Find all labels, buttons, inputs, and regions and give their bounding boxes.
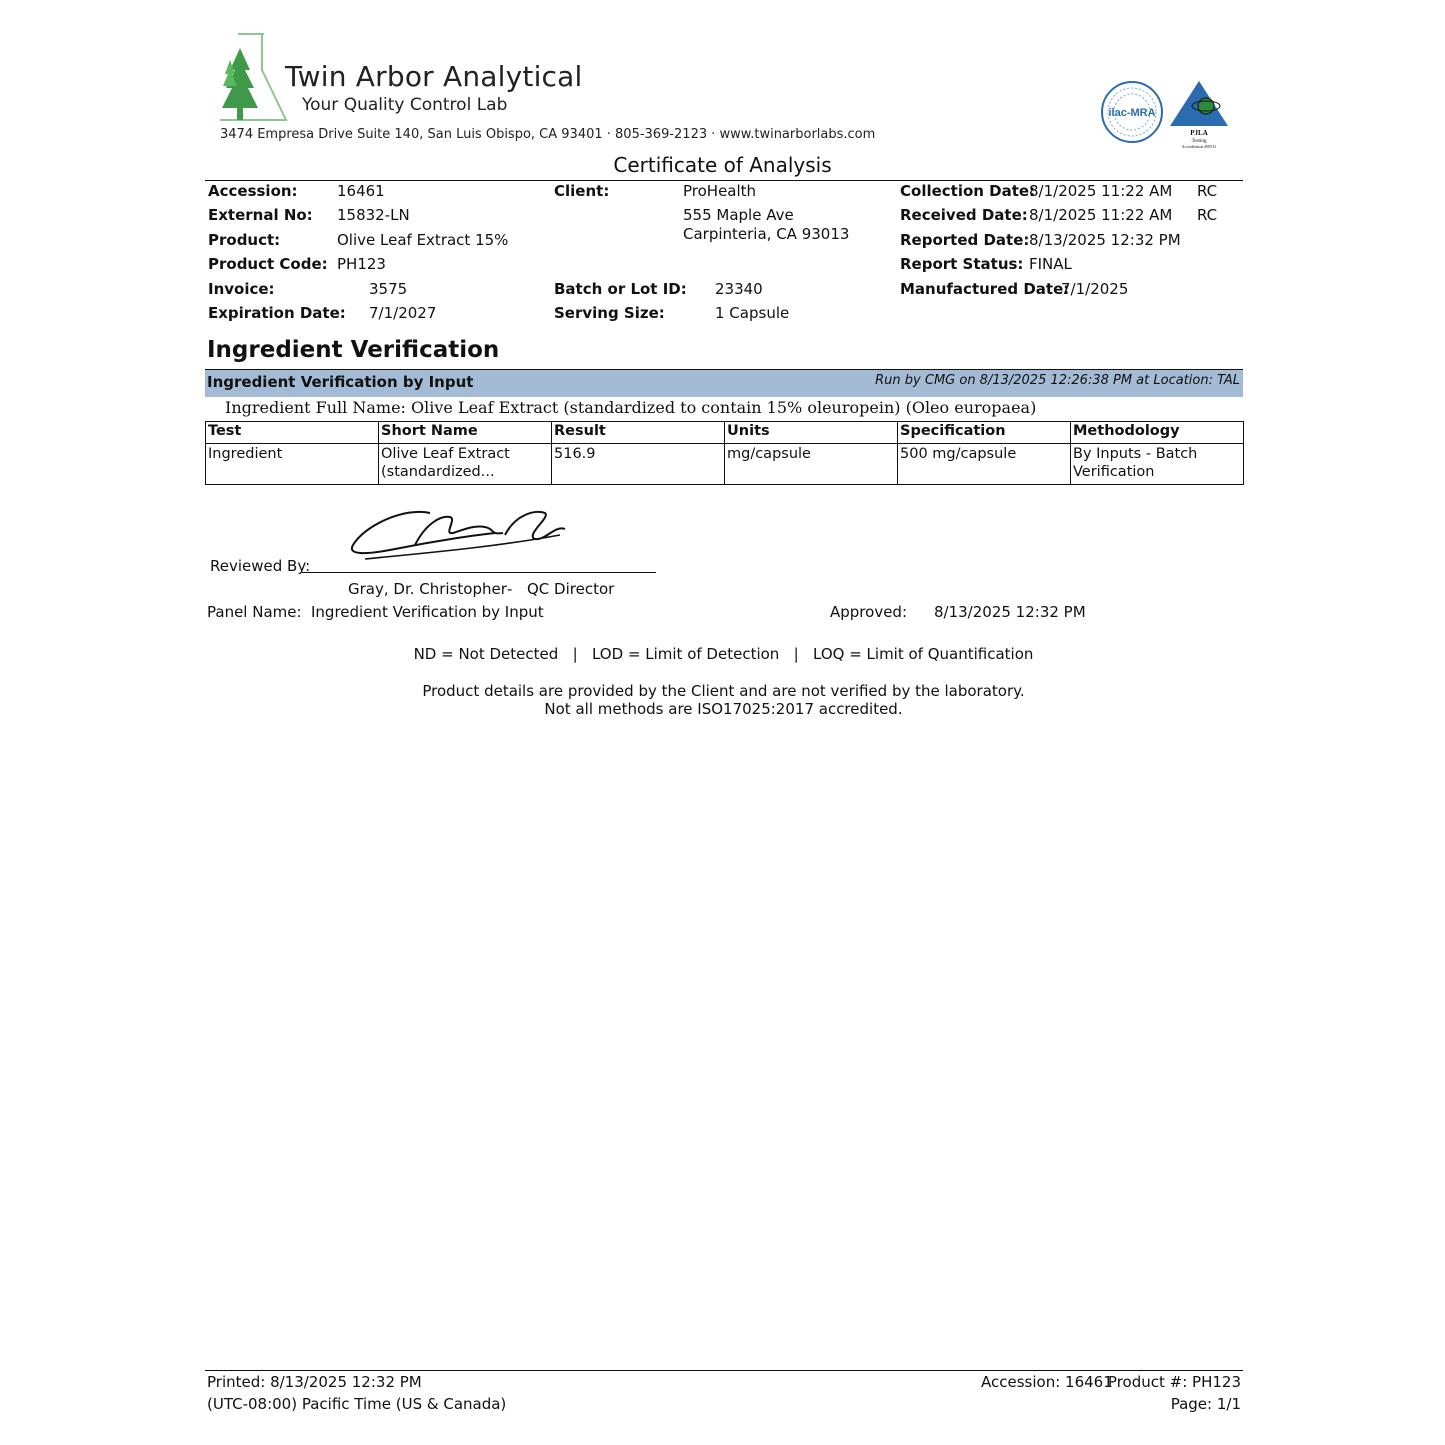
client-address-1: 555 Maple Ave: [683, 206, 794, 224]
received-initials: RC: [1197, 206, 1218, 224]
legend-nd: ND = Not Detected: [413, 645, 559, 663]
product-code-value: PH123: [337, 255, 386, 273]
cell-test: Ingredient: [206, 444, 379, 485]
footer-product-number: Product #: PH123: [1107, 1373, 1241, 1391]
table-row: [206, 444, 1244, 485]
cell-short-name: [379, 444, 552, 485]
lab-tagline: Your Quality Control Lab: [302, 95, 508, 115]
col-header-test: Test: [206, 422, 379, 444]
panel-name: Ingredient Verification by Input: [311, 603, 544, 621]
batch-value: 23340: [715, 280, 763, 298]
methodology-line-1: By Inputs - Batch: [1073, 446, 1198, 462]
expiration-value: 7/1/2027: [369, 304, 437, 322]
reported-value: 8/13/2025 12:32 PM: [1029, 231, 1181, 249]
invoice-value: 3575: [369, 280, 408, 298]
ilac-mra-badge: [1100, 80, 1164, 144]
svg-text:PJLA: PJLA: [1190, 129, 1208, 137]
svg-text:ilac-MRA: ilac-MRA: [1108, 107, 1156, 119]
collection-initials: RC: [1197, 182, 1218, 200]
signature-line: [302, 572, 656, 573]
collection-value: 8/1/2025 11:22 AM: [1029, 182, 1173, 200]
svg-text:Accreditation #99531: Accreditation #99531: [1181, 144, 1217, 149]
table-header-row: [206, 422, 1244, 444]
section-band: [205, 369, 1243, 397]
col-header-units: Units: [725, 422, 898, 444]
footer-timezone: (UTC-08:00) Pacific Time (US & Canada): [207, 1395, 507, 1413]
product-code-label: Product Code:: [208, 255, 328, 273]
ingredient-full-name: Ingredient Full Name: Olive Leaf Extract (standardized to contain 15% oleuropein) (Oleo europaea): [225, 398, 1037, 417]
legend-lod: LOD = Limit of Detection: [591, 645, 780, 663]
footer-printed: Printed: 8/13/2025 12:32 PM: [207, 1373, 422, 1391]
footer-accession: Accession: 16461: [981, 1373, 1113, 1391]
status-label: Report Status:: [900, 255, 1024, 273]
disclaimer-line-2: Not all methods are ISO17025:2017 accredited.: [544, 700, 903, 718]
signature-image: [345, 505, 575, 567]
approved-label: Approved:: [830, 603, 907, 621]
reported-label: Reported Date:: [900, 231, 1030, 249]
expiration-label: Expiration Date:: [208, 304, 346, 322]
invoice-label: Invoice:: [208, 280, 275, 298]
short-name-line-1: Olive Leaf Extract: [381, 446, 510, 462]
pjla-badge: [1166, 78, 1232, 152]
accession-value: 16461: [337, 182, 385, 200]
external-label: External No:: [208, 206, 313, 224]
reviewer-name: Gray, Dr. Christopher: [348, 580, 507, 598]
approved-value: 8/13/2025 12:32 PM: [934, 603, 1086, 621]
svg-text:Testing: Testing: [1191, 139, 1207, 144]
methodology-line-2: Verification: [1073, 464, 1155, 480]
cell-units: mg/capsule: [725, 444, 898, 485]
batch-label: Batch or Lot ID:: [554, 280, 687, 298]
pjla-triangle-icon: [1166, 78, 1232, 152]
band-run-info: Run by CMG on 8/13/2025 12:26:38 PM at Location: TAL: [875, 373, 1240, 388]
reviewed-by-label: Reviewed By:: [210, 557, 311, 575]
flask-tree-icon: [218, 30, 288, 125]
ilac-mra-icon: [1100, 80, 1164, 144]
accession-label: Accession:: [208, 182, 298, 200]
reviewer-separator: -: [507, 580, 513, 598]
client-address-2: Carpinteria, CA 93013: [683, 225, 850, 243]
external-value: 15832-LN: [337, 206, 410, 224]
product-label: Product:: [208, 231, 281, 249]
cell-specification: 500 mg/capsule: [898, 444, 1071, 485]
received-value: 8/1/2025 11:22 AM: [1029, 206, 1173, 224]
lab-address: 3474 Empresa Drive Suite 140, San Luis Obispo, CA 93401 · 805-369-2123 · www.twinarborlabs.com: [220, 127, 876, 142]
short-name-line-2: (standardized...: [381, 464, 495, 480]
col-header-specification: Specification: [898, 422, 1071, 444]
client-name: ProHealth: [683, 182, 757, 200]
panel-label: Panel Name:: [207, 603, 302, 621]
results-table: [205, 421, 1244, 485]
band-title: Ingredient Verification by Input: [207, 373, 474, 391]
footer-page: Page: 1/1: [1170, 1395, 1241, 1413]
serving-label: Serving Size:: [554, 304, 665, 322]
legend-separator-2: |: [793, 645, 799, 663]
legend-separator-1: |: [572, 645, 578, 663]
col-header-result: Result: [552, 422, 725, 444]
product-value: Olive Leaf Extract 15%: [337, 231, 509, 249]
client-label: Client:: [554, 182, 610, 200]
cell-result: 516.9: [552, 444, 725, 485]
legend-loq: LOQ = Limit of Quantification: [813, 645, 1034, 663]
abbreviation-legend: [0, 645, 1445, 663]
reviewer-title: QC Director: [527, 580, 615, 598]
manufactured-value: 7/1/2025: [1061, 280, 1129, 298]
signature-icon: [345, 505, 575, 567]
lab-logo: [218, 30, 288, 125]
collection-label: Collection Date:: [900, 182, 1036, 200]
section-title: Ingredient Verification: [207, 337, 500, 363]
document-title: Certificate of Analysis: [613, 153, 832, 177]
serving-value: 1 Capsule: [715, 304, 790, 322]
received-label: Received Date:: [900, 206, 1028, 224]
col-header-short-name: Short Name: [379, 422, 552, 444]
manufactured-label: Manufactured Date:: [900, 280, 1070, 298]
lab-name: Twin Arbor Analytical: [285, 60, 583, 93]
footer-divider: [205, 1370, 1243, 1371]
header-divider: [205, 180, 1243, 181]
status-value: FINAL: [1029, 255, 1072, 273]
disclaimer-line-1: Product details are provided by the Client and are not verified by the laboratory.: [422, 682, 1025, 700]
cell-methodology: [1071, 444, 1244, 485]
col-header-methodology: Methodology: [1071, 422, 1244, 444]
